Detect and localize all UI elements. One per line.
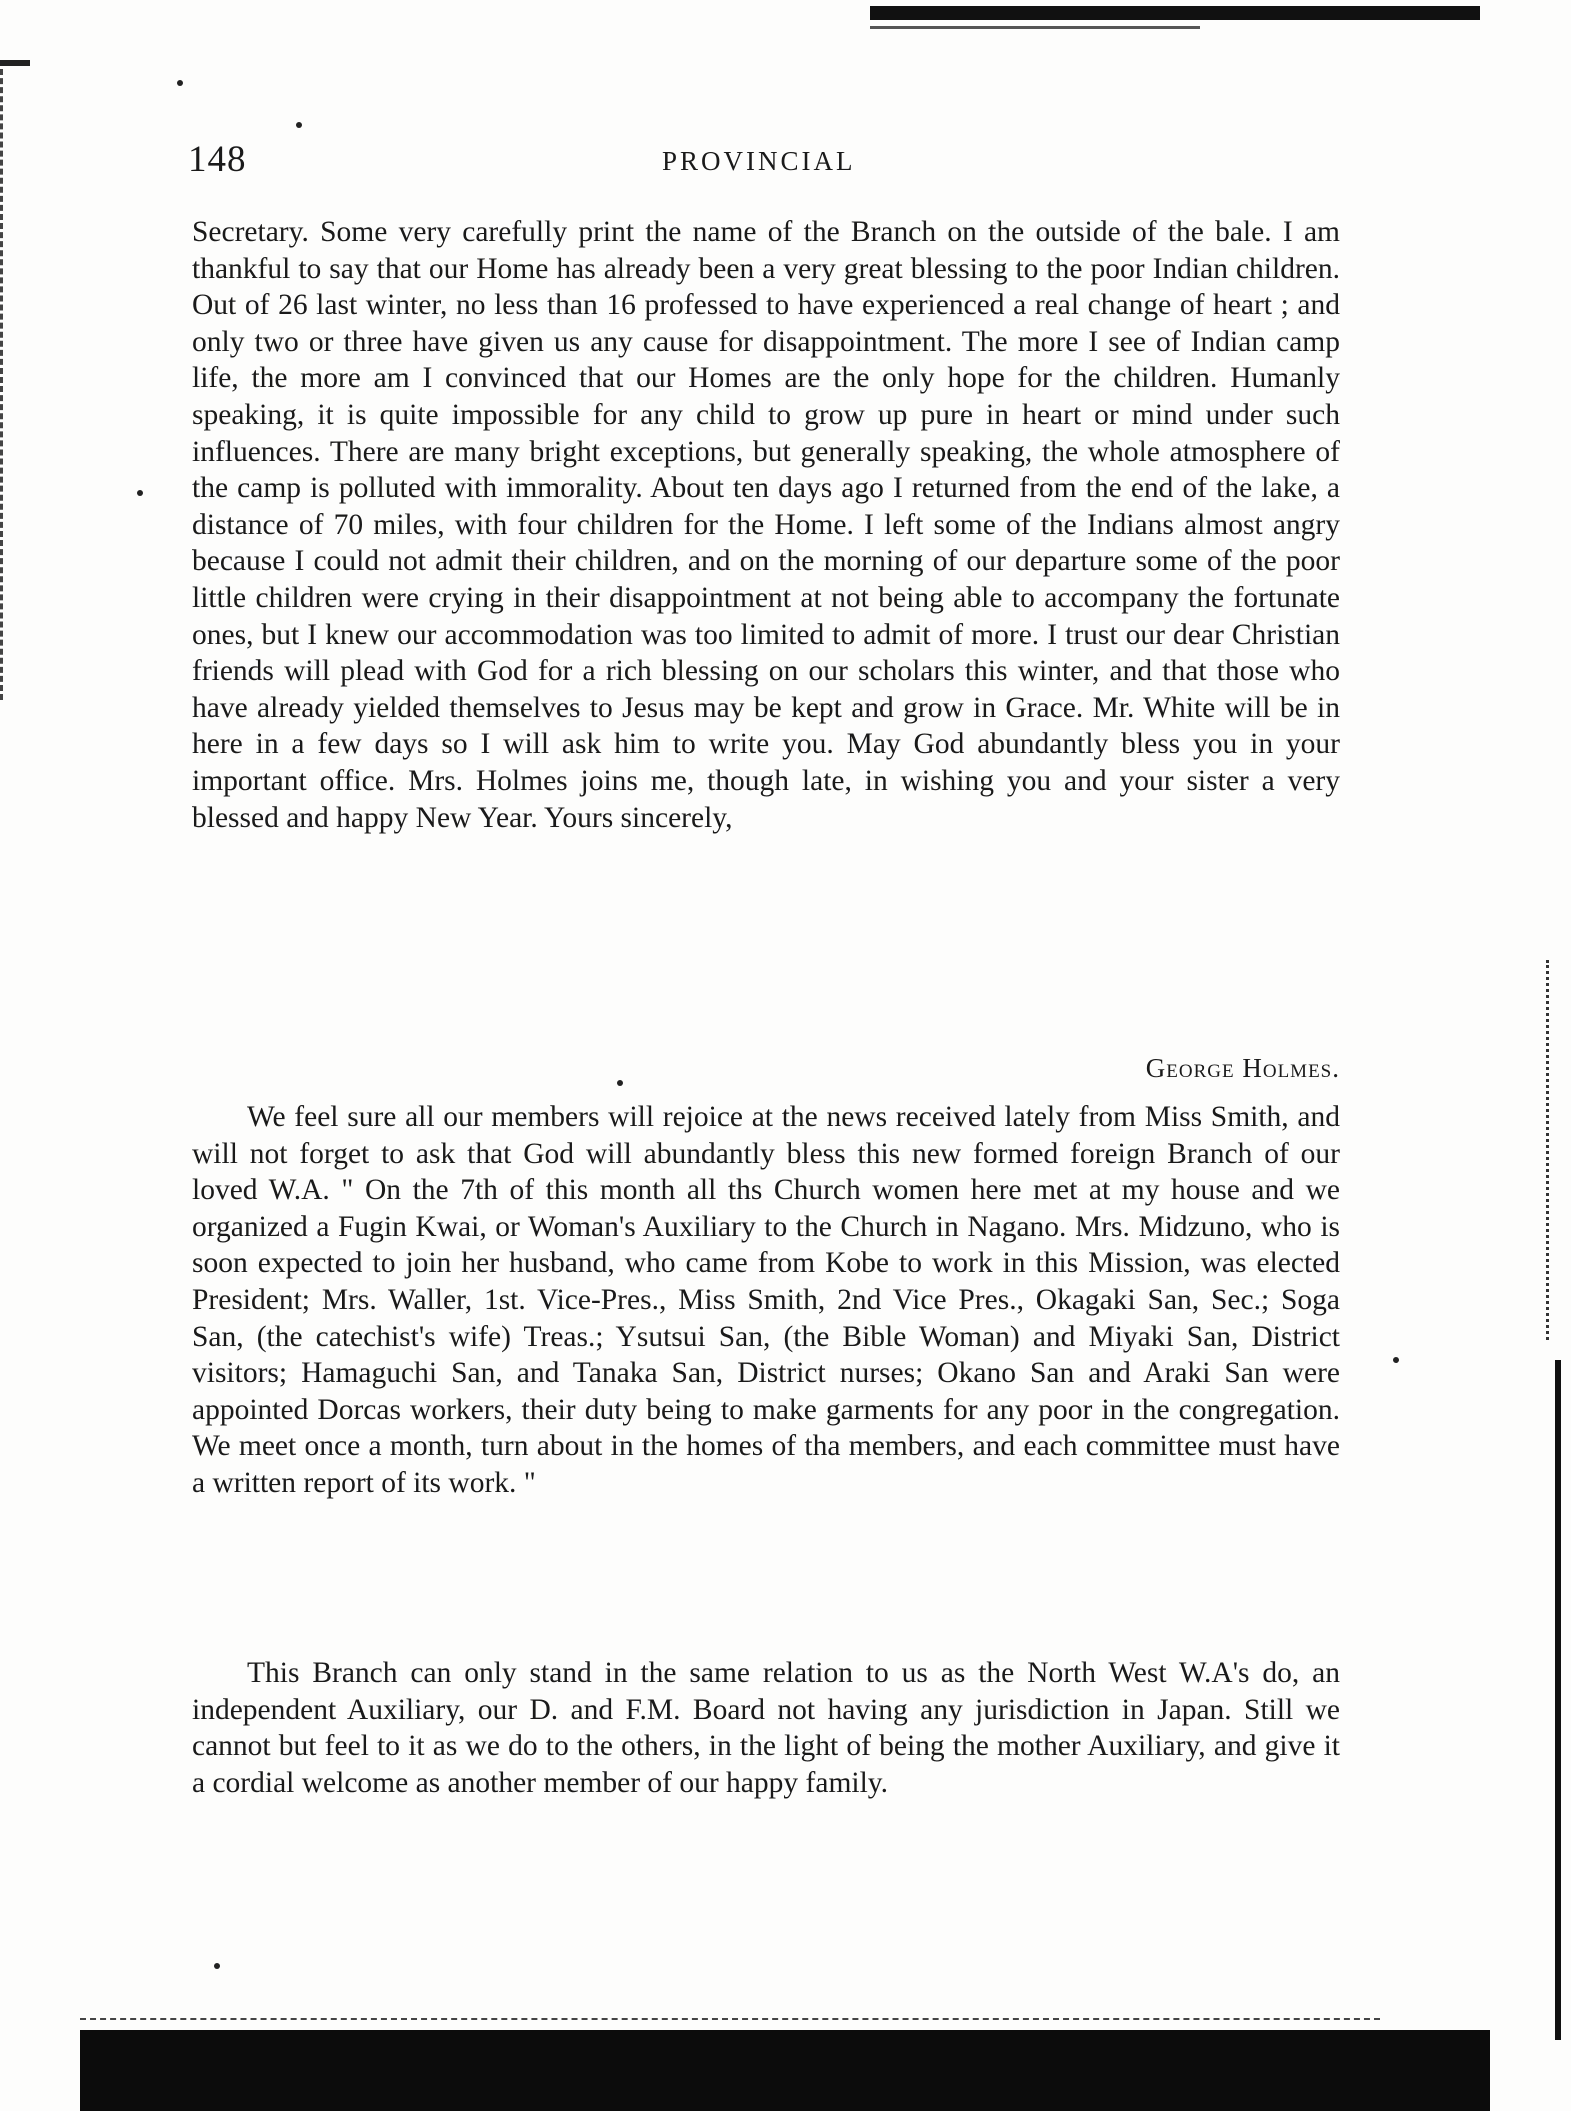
- letter-signature: George Holmes.: [1145, 1053, 1340, 1083]
- scan-left-corner-mark: [0, 60, 30, 96]
- page-number: 148: [188, 139, 247, 180]
- letter-paragraph: Secretary. Some very carefully print the name of the Branch on the outside of the bale. I am thankful to say that our Home has already been a very great blessing to the poor Indian children. Out of 26 last winter, no less than 16 professed to have experienced a real change of heart ; and only two or three have given us any cause for disappointment. The more I see of Indian camp life, the more am I convinced that our Homes are the only hope for the children. Humanly speaking, it is quite impossible for any child to grow up pure in heart or mind under such influences. There are many bright exceptions, but generally speaking, the whole atmosphere of the camp is polluted with immorality. About ten days ago I returned from the end of the lake, a distance of 70 miles, with four children for the Home. I left some of the Indians almost angry because I could not admit their children, and on the morning of our departure some of the poor little children were crying in their disappointment at not being able to accompany the fortunate ones, but I knew our accommodation was too limited to admit of more. I trust our dear Christian friends will plead with God for a rich blessing on our scholars this winter, and that those who have already yielded themselves to Jesus may be kept and grow in Grace. Mr. White will be in here in a few days so I will ask him to write you. May God abundantly bless you in your important office. Mrs. Holmes joins me, though late, in wishing you and your sister a very blessed and happy New Year. Yours sincerely,: [192, 216, 1340, 834]
- scan-bottom-dash: [80, 2018, 1380, 2022]
- running-header: [188, 138, 1338, 188]
- scan-speck: [214, 1963, 220, 1969]
- paragraph: This Branch can only stand in the same relation to us as the North West W.A's do, an independent Auxiliary, our D. and F.M. Board not having any jurisdiction in Japan. Still we cannot but feel to it as we do to the others, in the light of being the mother Auxiliary, and give it a cordial welcome as another member of our happy family.: [192, 1657, 1340, 1799]
- scan-speck: [137, 490, 143, 496]
- paragraph-nagano-branch: [192, 1099, 1340, 1502]
- paragraph-branch-relation: [192, 1655, 1340, 1801]
- running-title: PROVINCIAL: [662, 146, 856, 176]
- scan-speck: [1393, 1357, 1399, 1363]
- scan-right-edge: [1525, 1360, 1561, 2040]
- scan-bottom-bar: [80, 2030, 1490, 2111]
- scan-left-edge: [0, 60, 41, 700]
- letter-body: [192, 214, 1340, 836]
- scan-speck: [296, 122, 302, 128]
- scan-right-dots: [1538, 960, 1549, 1340]
- scan-speck: [177, 80, 183, 86]
- scan-top-rule: [870, 6, 1480, 20]
- scan-top-rule-thin: [870, 26, 1200, 29]
- paragraph: We feel sure all our members will rejoice at the news received lately from Miss Smith, and will not forget to ask that God will abundantly bless this new formed foreign Branch of our loved W.A. " On the 7th of this month all ths Church women here met at my house and we organized a Fugin Kwai, or Woman's Auxiliary to the Church in Nagano. Mrs. Midzuno, who is soon expected to join her husband, who came from Kobe to work in this Mission, was elected President; Mrs. Waller, 1st. Vice-Pres., Miss Smith, 2nd Vice Pres., Okagaki San, Sec.; Soga San, (the catechist's wife) Treas.; Ysutsui San, (the Bible Woman) and Miyaki San, District visitors; Hamaguchi San, and Tanaka San, District nurses; Okano San and Araki San were appointed Dorcas workers, their duty being to make garments for any poor in the congregation. We meet once a month, turn about in the homes of tha members, and each committee must have a written report of its work. ": [192, 1101, 1340, 1499]
